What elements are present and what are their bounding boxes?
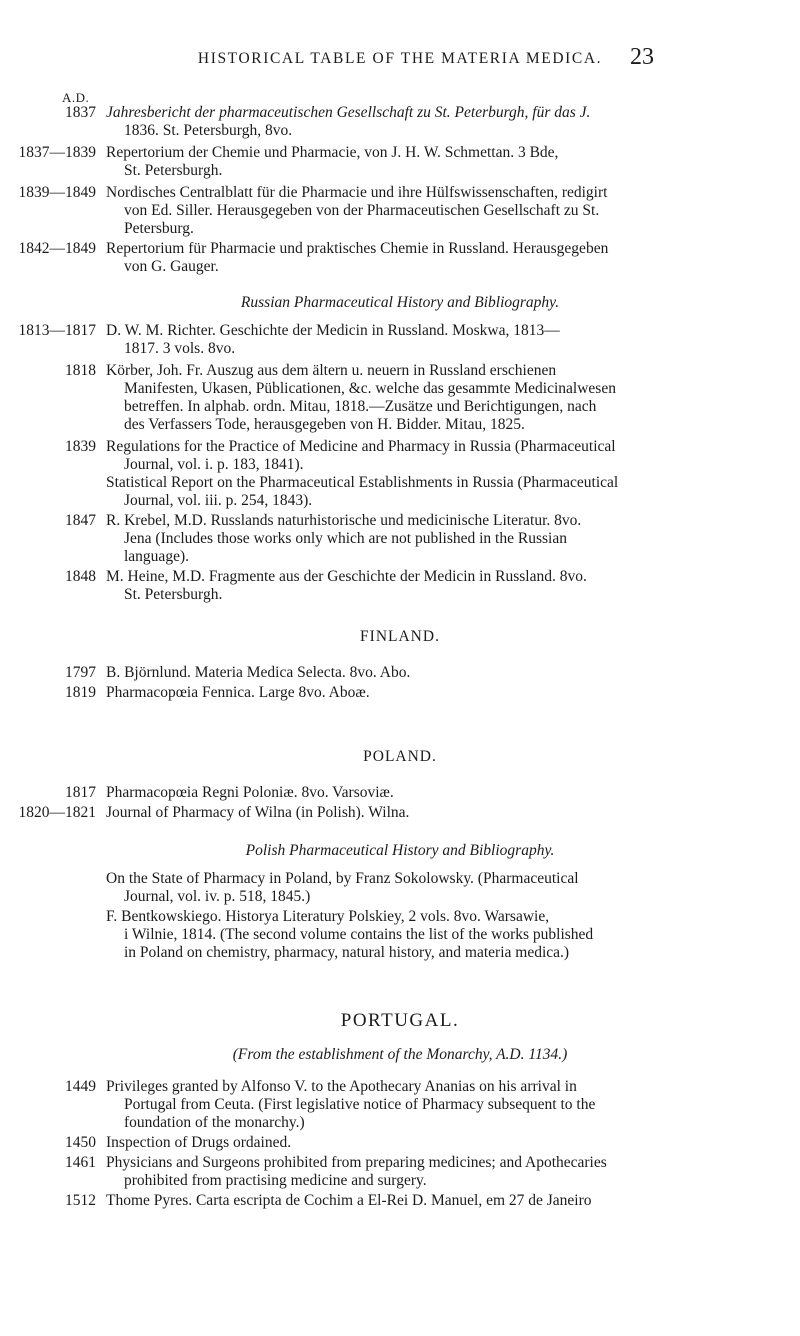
page-header — [0, 44, 800, 74]
polish-history-heading: Polish Pharmaceutical History and Bibliography. — [245, 842, 555, 859]
entry-line: Portugal from Ceuta. (First legislative notice of Pharmacy subsequent to the — [124, 1096, 596, 1113]
entry-line: Statistical Report on the Pharmaceutical Establishments in Russia (Pharmaceutical — [106, 474, 619, 491]
entry-date: 1797 — [65, 664, 96, 681]
entry-line: Petersburg. — [124, 220, 194, 237]
entry-date: 1819 — [65, 684, 96, 701]
entry-line: Journal of Pharmacy of Wilna (in Polish). Wilna. — [106, 804, 410, 821]
entry-line: R. Krebel, M.D. Russlands naturhistorische und medicinische Literatur. 8vo. — [106, 512, 582, 529]
entry-body — [106, 104, 716, 140]
entry-line: Journal, vol. iii. p. 254, 1843). — [124, 492, 313, 509]
entry-date: 1461 — [65, 1154, 96, 1171]
entry-line: Inspection of Drugs ordained. — [106, 1134, 292, 1151]
era-label: A.D. — [62, 90, 90, 105]
entry-line: prohibited from practising medicine and surgery. — [124, 1172, 427, 1189]
portugal-subheading: (From the establishment of the Monarchy, A.D. 1134.) — [232, 1046, 568, 1063]
entry-line: betreffen. In alphab. ordn. Mitau, 1818.—Zusätze und Berichtigungen, nach — [124, 398, 597, 415]
entry-date: 1820—1821 — [18, 804, 96, 821]
entry-line: foundation of the monarchy.) — [124, 1114, 305, 1131]
entry-line: Physicians and Surgeons prohibited from preparing medicines; and Apothecaries — [106, 1154, 607, 1171]
entry-date: 1813—1817 — [18, 322, 96, 339]
entry-date: 1817 — [65, 784, 96, 801]
entry-line: von G. Gauger. — [124, 258, 219, 275]
entry-line: Manifesten, Ukasen, Püblicationen, &c. welche das gesammte Medicinalwesen — [124, 380, 616, 397]
entry-body — [106, 1154, 716, 1190]
entry-body — [106, 870, 716, 906]
entry-date: 1848 — [65, 568, 96, 585]
entry-date: 1839 — [65, 438, 96, 455]
entry-line: Pharmacopœia Fennica. Large 8vo. Aboæ. — [106, 684, 370, 701]
entry-line: Jahresbericht der pharmaceutischen Gesellschaft zu St. Peterburgh, für das J. — [106, 104, 591, 121]
entry-date: 1842—1849 — [18, 240, 96, 257]
entry-body — [106, 438, 716, 510]
entry-date: 1450 — [65, 1134, 96, 1151]
entry-body — [106, 684, 716, 702]
poland-heading: POLAND. — [363, 748, 437, 765]
entry-line: F. Bentkowskiego. Historya Literatury Polskiey, 2 vols. 8vo. Warsawie, — [106, 908, 550, 925]
entry-line: D. W. M. Richter. Geschichte der Medicin in Russland. Moskwa, 1813— — [106, 322, 560, 339]
entry-body — [106, 1134, 716, 1152]
entry-line: Journal, vol. iv. p. 518, 1845.) — [124, 888, 311, 905]
entry-body — [106, 804, 716, 822]
entry-body — [106, 144, 716, 180]
entry-body — [106, 322, 716, 358]
entry-line: Pharmacopœia Regni Poloniæ. 8vo. Varsoviæ. — [106, 784, 394, 801]
entry-line: Journal, vol. i. p. 183, 1841). — [124, 456, 304, 473]
entry-body — [106, 1192, 716, 1210]
entry-line: i Wilnie, 1814. (The second volume contains the list of the works published — [124, 926, 594, 943]
entry-line: 1836. St. Petersburgh, 8vo. — [124, 122, 293, 139]
entry-line: Thome Pyres. Carta escripta de Cochim a El-Rei D. Manuel, em 27 de Janeiro — [106, 1192, 592, 1209]
entry-line: Privileges granted by Alfonso V. to the Apothecary Ananias on his arrival in — [106, 1078, 577, 1095]
entry-line: Repertorium für Pharmacie und praktisches Chemie in Russland. Herausgegeben — [106, 240, 609, 257]
finland-heading: FINLAND. — [360, 628, 440, 645]
page-number: 23 — [630, 44, 654, 70]
entry-line: St. Petersburgh. — [124, 162, 223, 179]
entry-line: in Poland on chemistry, pharmacy, natural history, and materia medica.) — [124, 944, 570, 961]
entry-line: language). — [124, 548, 189, 565]
entry-body — [106, 1078, 716, 1132]
entry-line: Körber, Joh. Fr. Auszug aus dem ältern u. neuern in Russland erschienen — [106, 362, 557, 379]
entry-line: 1817. 3 vols. 8vo. — [124, 340, 236, 357]
entry-body — [106, 568, 716, 604]
entry-date: 1847 — [65, 512, 96, 529]
entry-line: Repertorium der Chemie und Pharmacie, von J. H. W. Schmettan. 3 Bde, — [106, 144, 559, 161]
entry-date: 1449 — [65, 1078, 96, 1095]
entry-date: 1837—1839 — [18, 144, 96, 161]
entry-line: On the State of Pharmacy in Poland, by Franz Sokolowsky. (Pharmaceutical — [106, 870, 579, 887]
entry-body — [106, 184, 716, 238]
entry-body — [106, 664, 716, 682]
entry-body — [106, 362, 716, 434]
russian-history-heading: Russian Pharmaceutical History and Bibliography. — [240, 294, 560, 311]
entry-line: B. Björnlund. Materia Medica Selecta. 8vo. Abo. — [106, 664, 411, 681]
entry-body — [106, 784, 716, 802]
entry-line: des Verfassers Tode, herausgegeben von H. Bidder. Mitau, 1825. — [124, 416, 525, 433]
entry-line: M. Heine, M.D. Fragmente aus der Geschichte der Medicin in Russland. 8vo. — [106, 568, 587, 585]
running-title: HISTORICAL TABLE OF THE MATERIA MEDICA. — [197, 50, 603, 67]
entry-line: Jena (Includes those works only which are not published in the Russian — [124, 530, 567, 547]
entry-body — [106, 240, 716, 276]
entry-date: 1512 — [65, 1192, 96, 1209]
entry-body — [106, 512, 716, 566]
portugal-heading: PORTUGAL. — [340, 1010, 460, 1031]
entry-line: von Ed. Siller. Herausgegeben von der Pharmaceutischen Gesellschaft zu St. — [124, 202, 600, 219]
entry-line: Nordisches Centralblatt für die Pharmacie und ihre Hülfswissenschaften, redigirt — [106, 184, 608, 201]
entry-date: 1839—1849 — [18, 184, 96, 201]
entry-date: 1818 — [65, 362, 96, 379]
entry-line: Regulations for the Practice of Medicine and Pharmacy in Russia (Pharmaceutical — [106, 438, 616, 455]
entry-line: St. Petersburgh. — [124, 586, 223, 603]
entry-date: 1837 — [65, 104, 96, 121]
entry-body — [106, 908, 716, 962]
